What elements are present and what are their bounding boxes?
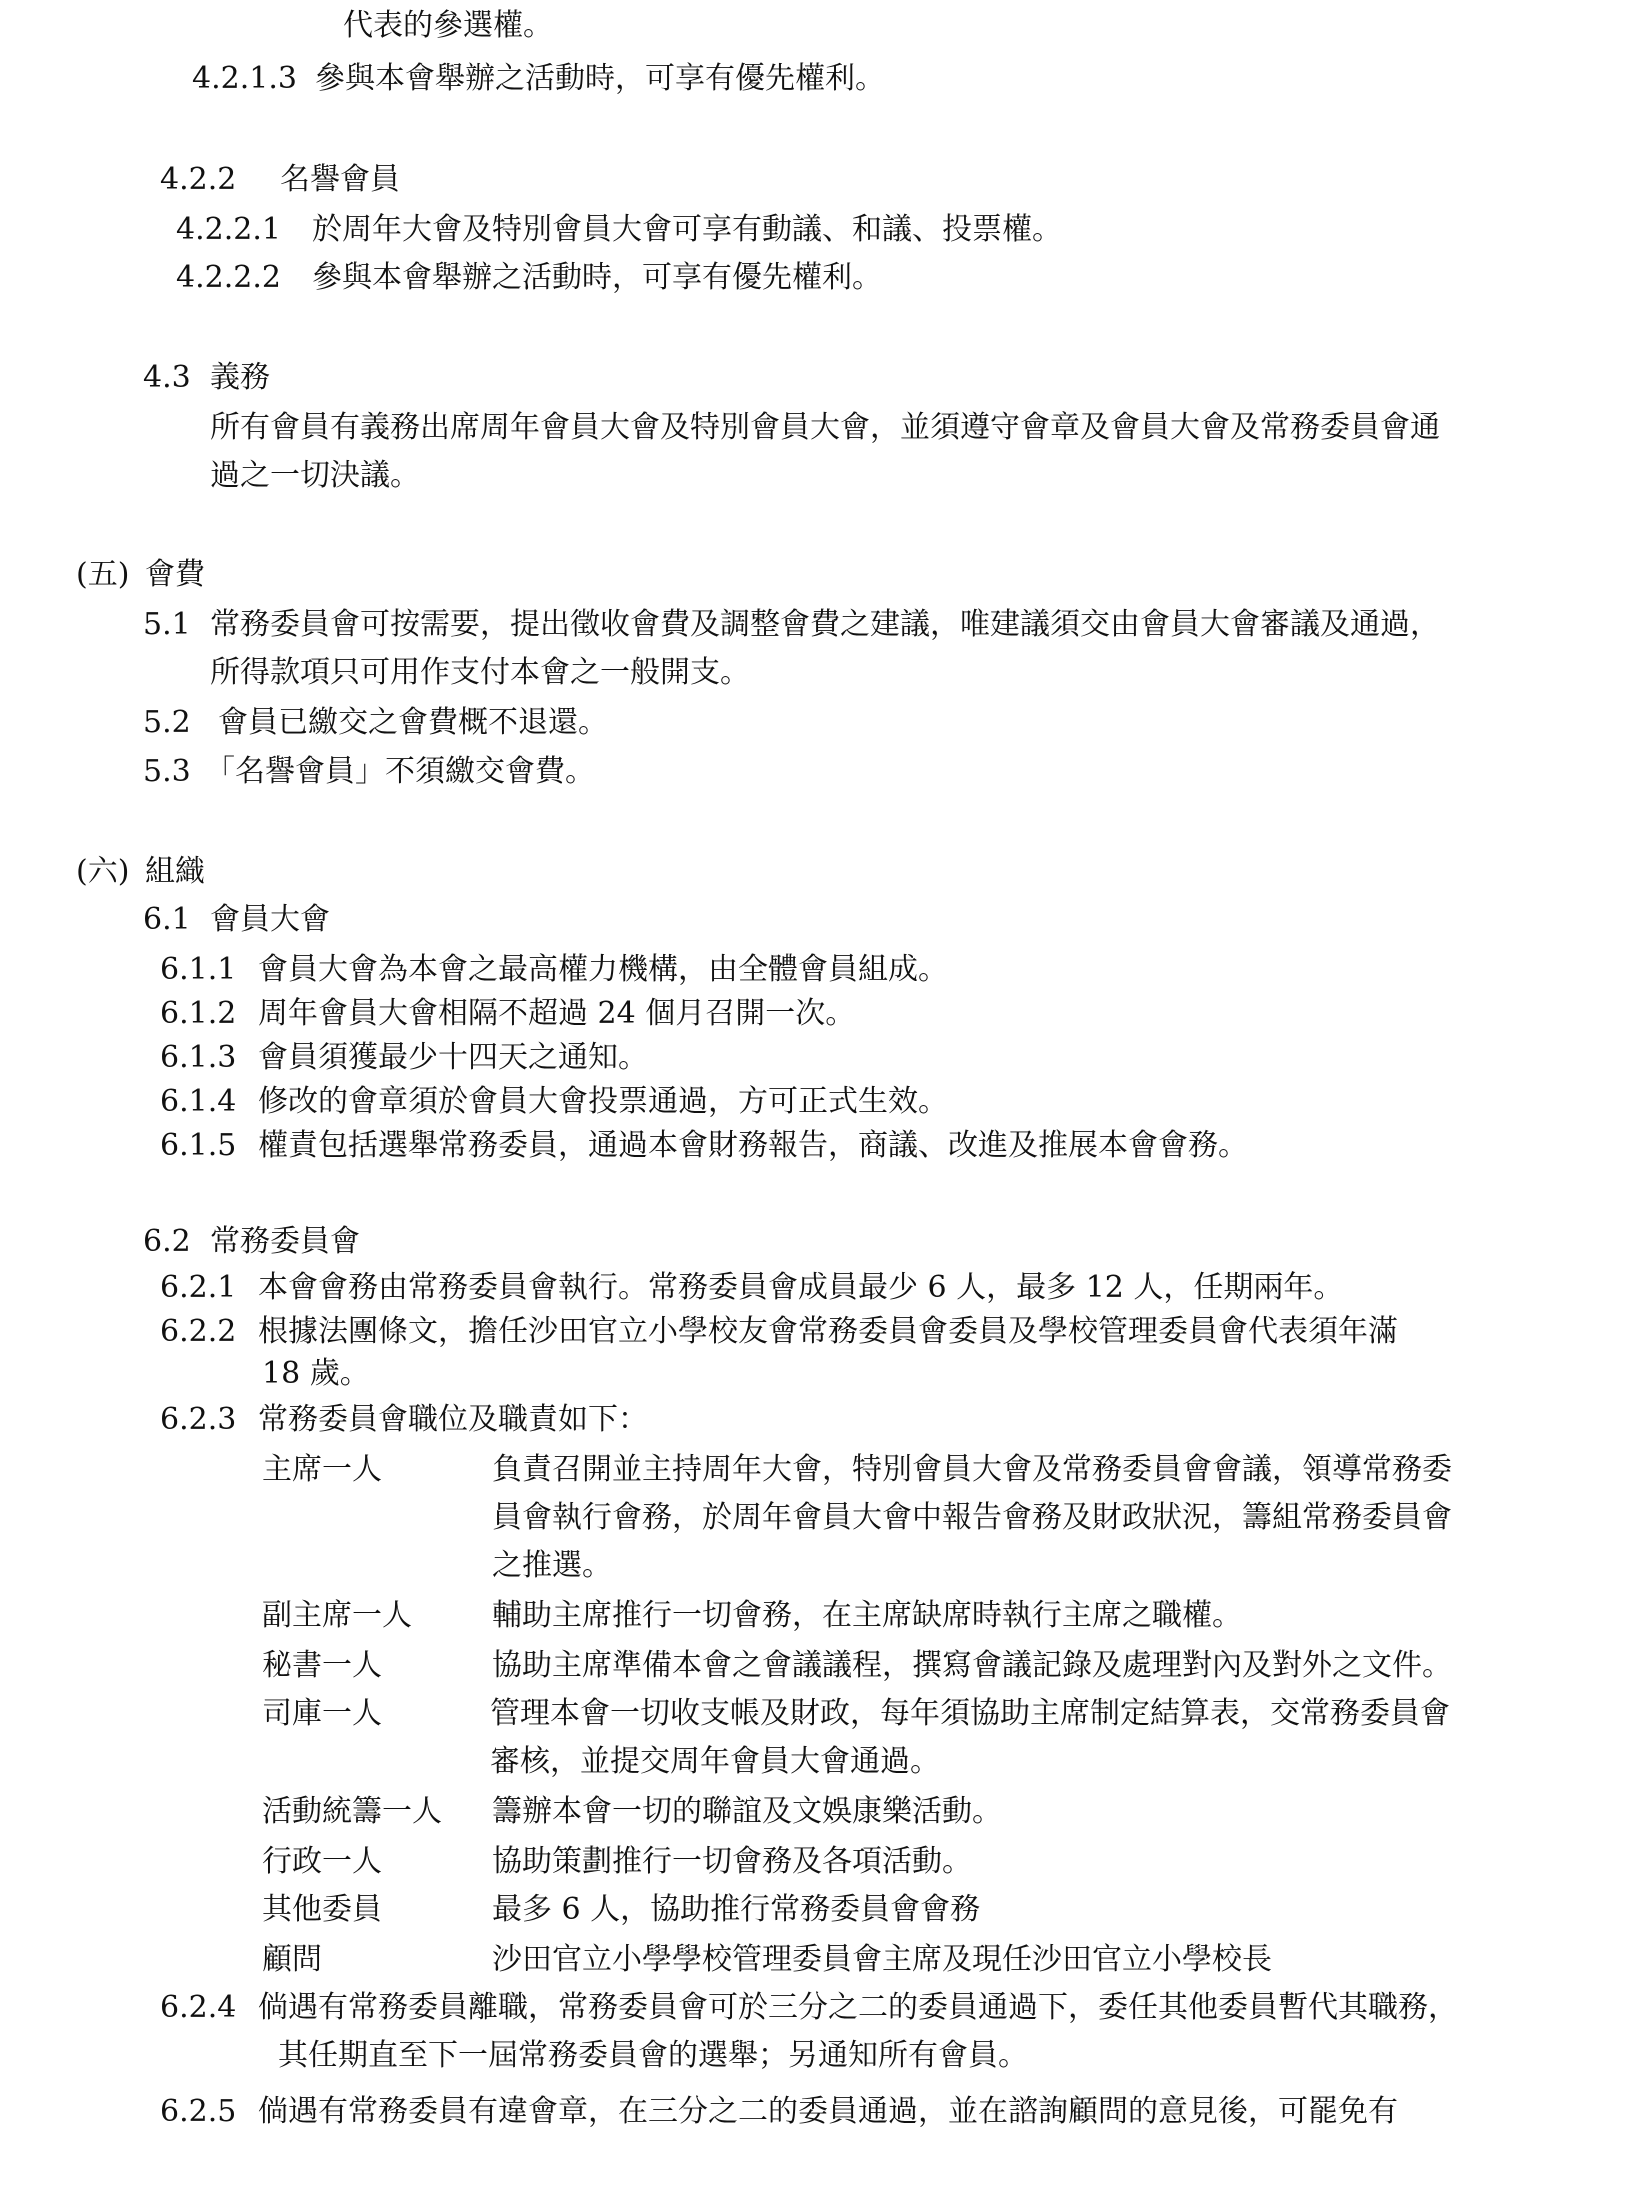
clause-number-4-2-2-2: 4.2.2.2 (176, 260, 281, 295)
role-secretary-duties: 協助主席準備本會之會議議程，撰寫會議記錄及處理對內及對外之文件。 (492, 1648, 1452, 1683)
role-chairman-duties-line-3: 之推選。 (492, 1548, 612, 1583)
role-other-members: 其他委員 (262, 1892, 382, 1927)
obligations-text-line-2: 過之一切決議。 (210, 458, 420, 493)
clause-number-5-1: 5.1 (143, 607, 191, 642)
role-advisor-duties: 沙田官立小學學校管理委員會主席及現任沙田官立小學校長 (492, 1942, 1272, 1977)
role-other-members-duties: 最多 6 人，協助推行常務委員會會務 (492, 1892, 981, 1927)
clause-number-6-2-5: 6.2.5 (160, 2094, 237, 2129)
clause-number-5-3: 5.3 (143, 754, 191, 789)
role-activities-coordinator: 活動統籌一人 (262, 1794, 442, 1829)
role-treasurer-duties-line-1: 管理本會一切收支帳及財政，每年須協助主席制定結算表，交常務委員會 (490, 1696, 1450, 1731)
clause-text-4-2-2-1: 於周年大會及特別會員大會可享有動議、和議、投票權。 (312, 212, 1062, 247)
clause-text-6-2-5: 倘遇有常務委員有違會章，在三分之二的委員通過，並在諮詢顧問的意見後，可罷免有 (258, 2094, 1398, 2129)
clause-text-6-1-2: 周年會員大會相隔不超過 24 個月召開一次。 (258, 996, 856, 1031)
chapter-heading-organization: 組織 (145, 854, 205, 889)
role-chairman: 主席一人 (262, 1452, 382, 1487)
clause-number-6-2-2: 6.2.2 (160, 1314, 237, 1349)
clause-text-6-1-4: 修改的會章須於會員大會投票通過，方可正式生效。 (258, 1084, 948, 1119)
clause-number-6-2-3: 6.2.3 (160, 1402, 237, 1437)
section-heading-honorary-member: 名譽會員 (280, 162, 400, 197)
section-heading-general-meeting: 會員大會 (210, 902, 330, 937)
section-number-4-3: 4.3 (143, 360, 191, 395)
clause-number-4-2-2-1: 4.2.2.1 (176, 212, 281, 247)
clause-text-5-1-line-1: 常務委員會可按需要，提出徵收會費及調整會費之建議，唯建議須交由會員大會審議及通過， (210, 607, 1440, 642)
clause-number-6-1-5: 6.1.5 (160, 1128, 237, 1163)
clause-number-4-2-1-3: 4.2.1.3 (192, 61, 297, 96)
role-administration: 行政一人 (262, 1844, 382, 1879)
role-treasurer-duties-line-2: 審核，並提交周年會員大會通過。 (490, 1744, 940, 1779)
clause-text-6-1-1: 會員大會為本會之最高權力機構，由全體會員組成。 (258, 952, 948, 987)
clause-number-6-2-1: 6.2.1 (160, 1270, 237, 1305)
line-4-2-1-2-continuation: 代表的參選權。 (343, 8, 553, 43)
clause-text-6-2-2-line-2: 18 歲。 (262, 1356, 370, 1391)
clause-text-6-2-1: 本會會務由常務委員會執行。常務委員會成員最少 6 人，最多 12 人，任期兩年。 (258, 1270, 1344, 1305)
role-treasurer: 司庫一人 (262, 1696, 382, 1731)
clause-text-5-3: 「名譽會員」不須繳交會費。 (205, 754, 595, 789)
clause-text-6-2-2-line-1: 根據法團條文，擔任沙田官立小學校友會常務委員會委員及學校管理委員會代表須年滿 (258, 1314, 1398, 1349)
role-advisor: 顧問 (262, 1942, 322, 1977)
clause-text-6-1-5: 權責包括選舉常務委員，通過本會財務報告，商議、改進及推展本會會務。 (258, 1128, 1248, 1163)
clause-number-6-1-1: 6.1.1 (160, 952, 237, 987)
clause-text-5-2: 會員已繳交之會費概不退還。 (218, 705, 608, 740)
clause-text-6-1-3: 會員須獲最少十四天之通知。 (258, 1040, 648, 1075)
clause-number-6-1-4: 6.1.4 (160, 1084, 237, 1119)
role-vice-chairman: 副主席一人 (262, 1598, 412, 1633)
role-vice-chairman-duties: 輔助主席推行一切會務，在主席缺席時執行主席之職權。 (492, 1598, 1242, 1633)
chapter-heading-fees: 會費 (145, 557, 205, 592)
role-secretary: 秘書一人 (262, 1648, 382, 1683)
section-heading-standing-committee: 常務委員會 (210, 1224, 360, 1259)
clause-number-6-2-4: 6.2.4 (160, 1990, 237, 2025)
clause-text-5-1-line-2: 所得款項只可用作支付本會之一般開支。 (210, 655, 750, 690)
clause-text-6-2-4-line-1: 倘遇有常務委員離職，常務委員會可於三分之二的委員通過下，委任其他委員暫代其職務， (258, 1990, 1458, 2025)
role-chairman-duties-line-1: 負責召開並主持周年大會，特別會員大會及常務委員會會議，領導常務委 (492, 1452, 1452, 1487)
chapter-number-5: (五) (76, 557, 130, 592)
section-number-6-2: 6.2 (143, 1224, 191, 1259)
clause-text-4-2-2-2: 參與本會舉辦之活動時，可享有優先權利。 (312, 260, 882, 295)
section-number-4-2-2: 4.2.2 (160, 162, 237, 197)
clause-text-6-2-3: 常務委員會職位及職責如下： (258, 1402, 648, 1437)
obligations-text-line-1: 所有會員有義務出席周年會員大會及特別會員大會，並須遵守會章及會員大會及常務委員會通 (210, 410, 1440, 445)
role-activities-coordinator-duties: 籌辦本會一切的聯誼及文娛康樂活動。 (492, 1794, 1002, 1829)
section-number-6-1: 6.1 (143, 902, 191, 937)
clause-number-6-1-2: 6.1.2 (160, 996, 237, 1031)
role-chairman-duties-line-2: 員會執行會務，於周年會員大會中報告會務及財政狀況，籌組常務委員會 (492, 1500, 1452, 1535)
clause-number-5-2: 5.2 (143, 705, 191, 740)
clause-number-6-1-3: 6.1.3 (160, 1040, 237, 1075)
clause-text-6-2-4-line-2: 其任期直至下一屆常務委員會的選舉；另通知所有會員。 (278, 2038, 1028, 2073)
clause-text-4-2-1-3: 參與本會舉辦之活動時，可享有優先權利。 (315, 61, 885, 96)
section-heading-obligations: 義務 (210, 360, 270, 395)
chapter-number-6: (六) (76, 854, 130, 889)
role-administration-duties: 協助策劃推行一切會務及各項活動。 (492, 1844, 972, 1879)
